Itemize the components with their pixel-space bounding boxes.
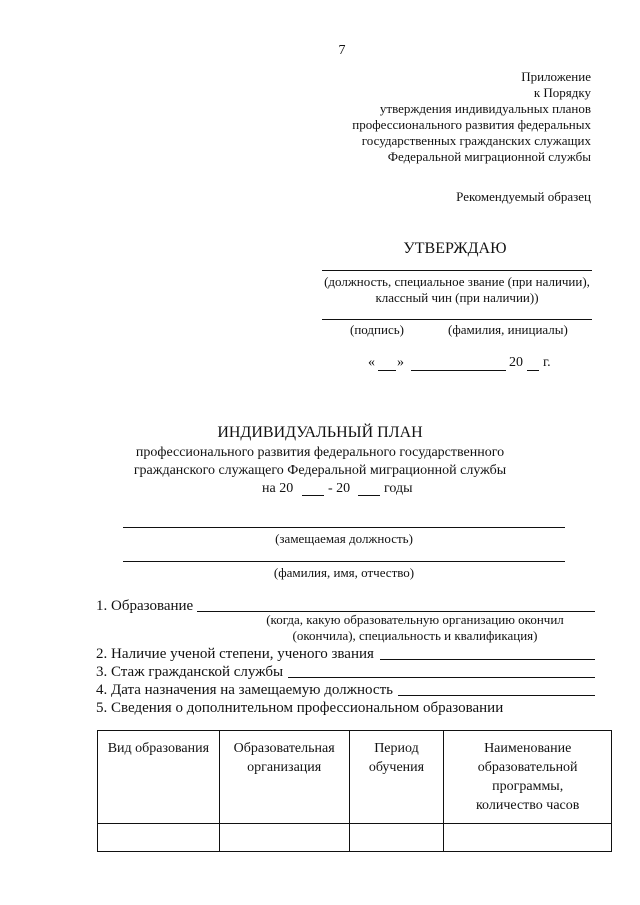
signature-caption: (подпись): [350, 322, 404, 337]
position-caption: (замещаемая должность): [275, 531, 413, 546]
appendix-line: к Порядку: [533, 85, 591, 100]
degree-label: 2. Наличие ученой степени, ученого звания: [96, 646, 374, 662]
plan-title: ИНДИВИДУАЛЬНЫЙ ПЛАН: [217, 424, 423, 441]
date-day-blank[interactable]: [378, 370, 396, 371]
appendix-line: Федеральной миграционной службы: [387, 149, 591, 164]
header-line: программы,: [492, 779, 564, 794]
plan-years: [262, 480, 422, 500]
appointment-line[interactable]: [398, 695, 595, 696]
plan-subtitle-line: профессионального развития федерального государственного: [135, 445, 505, 460]
appointment-label: 4. Дата назначения на замещаемую должность: [96, 682, 393, 698]
date-year-blank[interactable]: [527, 370, 539, 371]
header-line: Наименование: [484, 741, 572, 756]
header-line: организация: [247, 760, 322, 775]
education-table: [97, 730, 612, 852]
header-line: обучения: [368, 760, 425, 775]
appendix-line: Приложение: [521, 69, 591, 84]
approve-position-caption: [312, 274, 602, 306]
years-dash: - 20: [328, 481, 351, 496]
date-quote-close: »: [397, 355, 404, 370]
name-caption: (фамилия, инициалы): [448, 322, 568, 337]
education-label: 1. Образование: [96, 598, 194, 614]
approve-date: [368, 354, 608, 374]
caption-line: классный чин (при наличии)): [375, 290, 539, 305]
header-line: количество часов: [475, 798, 580, 813]
header-line: образовательной: [477, 760, 578, 775]
years-end-blank[interactable]: [358, 495, 380, 496]
years-suffix: годы: [384, 481, 413, 496]
education-caption-line: (окончила), специальность и квалификация): [292, 628, 538, 643]
additional-label: 5. Сведения о дополнительном профессиональном образовании: [96, 700, 504, 716]
caption-line: (должность, специальное звание (при наличии),: [324, 274, 590, 289]
appendix-line: государственных гражданских служащих: [361, 133, 591, 148]
education-caption-line: (когда, какую образовательную организацию окончил: [266, 612, 564, 627]
fio-line[interactable]: [123, 561, 565, 562]
service-line[interactable]: [288, 677, 595, 678]
appendix-block: [291, 69, 591, 165]
table-cell[interactable]: [349, 824, 444, 852]
table-row: [98, 824, 612, 852]
table-header-row: [98, 731, 612, 824]
table-cell[interactable]: [444, 824, 612, 852]
header-organization: [219, 731, 349, 824]
recommended-sample: Рекомендуемый образец: [456, 189, 591, 204]
plan-subtitle-line: гражданского служащего Федеральной миграционной службы: [133, 463, 507, 478]
appendix-line: утверждения индивидуальных планов: [379, 101, 591, 116]
service-label: 3. Стаж гражданской службы: [96, 664, 284, 680]
table-cell[interactable]: [98, 824, 220, 852]
plan-subtitle: [80, 444, 560, 480]
years-prefix: на 20: [262, 481, 294, 496]
date-year-suffix: г.: [543, 355, 551, 370]
date-quote-open: «: [368, 355, 375, 370]
approve-title: УТВЕРЖДАЮ: [403, 240, 507, 257]
header-program: [444, 731, 612, 824]
degree-line[interactable]: [380, 659, 595, 660]
appendix-line: профессионального развития федеральных: [352, 117, 591, 132]
header-education-type: [98, 731, 220, 824]
fio-caption: (фамилия, имя, отчество): [273, 565, 415, 580]
date-month-blank[interactable]: [411, 370, 506, 371]
header-line: Вид образования: [107, 741, 210, 756]
header-period: [349, 731, 444, 824]
header-line: Образовательная: [233, 741, 335, 756]
position-signature-line[interactable]: [322, 270, 592, 271]
signature-line[interactable]: [322, 319, 592, 320]
page-number: 7: [338, 43, 346, 58]
date-year-prefix: 20: [509, 355, 523, 370]
years-start-blank[interactable]: [302, 495, 324, 496]
position-line[interactable]: [123, 527, 565, 528]
table-cell[interactable]: [219, 824, 349, 852]
education-caption: [230, 612, 600, 644]
header-line: Период: [374, 741, 419, 756]
